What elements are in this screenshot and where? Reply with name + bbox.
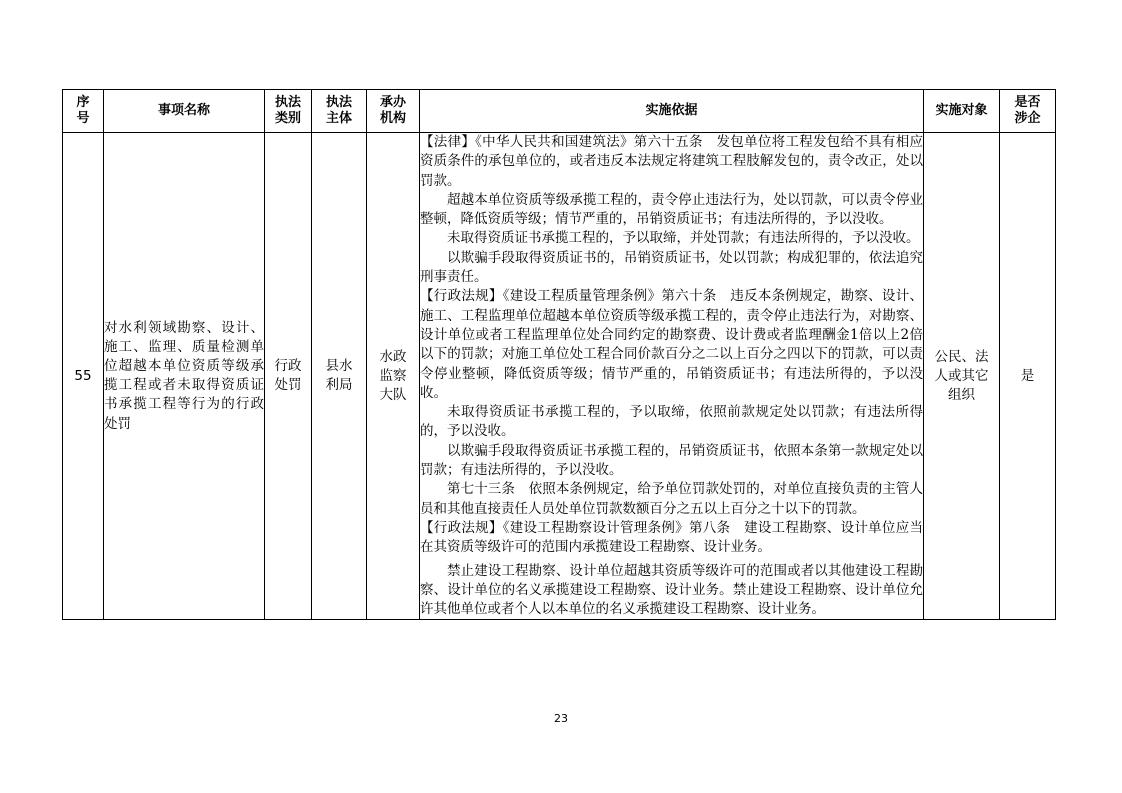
header-subject: 执法主体 (312, 90, 367, 133)
basis-paragraph: 【行政法规】《建设工程质量管理条例》第六十条 违反本条例规定，勘察、设计、施工、工程监理单位超越本单位资质等级承揽工程的，责令停止违法行为，对勘察、设计单位或者工程监理单位处合同约定的勘察费、设计费或者监理酬金1倍以上2倍以下的罚款；对施工单位处工程合同价款百分之二以上百分之四以下的罚款，可以责令停业整顿，降低资质等级；情节严重的，吊销资质证书；有违法所得的，予以没收。 (420, 288, 923, 401)
row-org: 水政监察大队 (367, 133, 420, 620)
basis-paragraph: 未取得资质证书承揽工程的，予以取缔，并处罚款；有违法所得的，予以没收。 (447, 230, 920, 247)
row-enterprise: 是 (1000, 133, 1056, 620)
header-type: 执法类别 (265, 90, 312, 133)
basis-paragraph: 超越本单位资质等级承揽工程的，责令停止违法行为，处以罚款，可以责令停业整顿，降低资质等级；情节严重的，吊销资质证书；有违法所得的，予以没收。 (420, 191, 923, 228)
basis-paragraph: 未取得资质证书承揽工程的，予以取缔，依照前款规定处以罚款；有违法所得的，予以没收。 (420, 404, 923, 440)
row-basis (420, 133, 924, 620)
basis-paragraph: 【行政法规】《建设工程勘察设计管理条例》第八条 建设工程勘察、设计单位应当在其资质等级许可的范围内承揽建设工程勘察、设计业务。 (420, 519, 923, 556)
header-basis: 实施依据 (420, 90, 924, 133)
table-row (63, 133, 1056, 620)
header-seq: 序号 (63, 90, 104, 133)
basis-paragraph: 第七十三条 依照本条例规定，给予单位罚款处罚的，对单位直接负责的主管人员和其他直接责任人员处单位罚款数额百分之五以上百分之十以下的罚款。 (420, 481, 923, 517)
row-type: 行政处罚 (265, 133, 312, 620)
header-row (63, 90, 1056, 133)
header-target: 实施对象 (924, 90, 1000, 133)
header-org: 承办机构 (367, 90, 420, 133)
row-item: 对水利领域勘察、设计、施工、监理、质量检测单位超越本单位资质等级承揽工程或者未取得资质证书承揽工程等行为的行政处罚 (104, 133, 265, 620)
basis-paragraph: 【法律】《中华人民共和国建筑法》第六十五条 发包单位将工程发包给不具有相应资质条件的承包单位的，或者违反本法规定将建筑工程肢解发包的，责令改正，处以罚款。 (420, 134, 923, 189)
page-number: 23 (554, 712, 568, 725)
row-seq: 55 (63, 133, 104, 620)
header-item: 事项名称 (104, 90, 265, 133)
basis-paragraph: 以欺骗手段取得资质证书承揽工程的，吊销资质证书，依照本条第一款规定处以罚款；有违法所得的，予以没收。 (420, 442, 923, 479)
row-subject: 县水利局 (312, 133, 367, 620)
row-target: 公民、法人或其它组织 (924, 133, 1000, 620)
basis-paragraph: 禁止建设工程勘察、设计单位超越其资质等级许可的范围或者以其他建设工程勘察、设计单位的名义承揽建设工程勘察、设计业务。禁止建设工程勘察、设计单位允许其他单位或者个人以本单位的名义承揽建设工程勘察、设计业务。 (420, 562, 923, 618)
basis-paragraph: 以欺骗手段取得资质证书的，吊销资质证书，处以罚款；构成犯罪的，依法追究刑事责任。 (420, 249, 923, 286)
enforcement-table (62, 89, 1056, 620)
header-enterprise: 是否涉企 (1000, 90, 1056, 133)
